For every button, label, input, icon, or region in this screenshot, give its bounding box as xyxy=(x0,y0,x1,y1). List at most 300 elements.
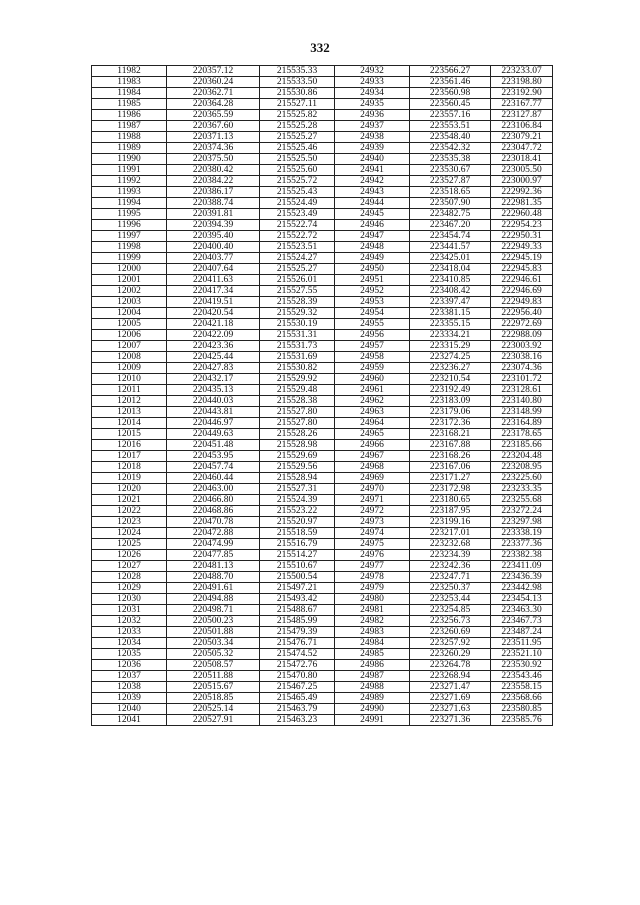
table-row xyxy=(92,495,553,506)
coord-x-a-cell: 220386.17 xyxy=(167,187,260,198)
coord-x-a-cell: 220515.67 xyxy=(167,682,260,693)
coord-x-a-cell: 220518.85 xyxy=(167,693,260,704)
coord-x-b-cell: 223257.92 xyxy=(410,638,491,649)
point-id-a-cell: 11992 xyxy=(92,176,167,187)
table-row xyxy=(92,528,553,539)
coord-x-a-cell: 220508.57 xyxy=(167,660,260,671)
coord-x-a-cell: 220375.50 xyxy=(167,154,260,165)
coord-y-b-cell: 223454.13 xyxy=(491,594,553,605)
table-row xyxy=(92,506,553,517)
table-row xyxy=(92,572,553,583)
coord-y-a-cell: 215531.69 xyxy=(260,352,335,363)
coord-x-a-cell: 220400.40 xyxy=(167,242,260,253)
point-id-b-cell: 24959 xyxy=(335,363,410,374)
coord-y-b-cell: 223463.30 xyxy=(491,605,553,616)
point-id-a-cell: 12023 xyxy=(92,517,167,528)
table-row xyxy=(92,484,553,495)
table-row xyxy=(92,187,553,198)
table-row xyxy=(92,176,553,187)
table-row xyxy=(92,407,553,418)
coord-x-a-cell: 220505.32 xyxy=(167,649,260,660)
point-id-b-cell: 24943 xyxy=(335,187,410,198)
coord-y-b-cell: 223079.21 xyxy=(491,132,553,143)
coord-y-b-cell: 223198.80 xyxy=(491,77,553,88)
table-row xyxy=(92,88,553,99)
table-row xyxy=(92,660,553,671)
coord-y-b-cell: 223543.46 xyxy=(491,671,553,682)
coord-y-b-cell: 222988.09 xyxy=(491,330,553,341)
point-id-b-cell: 24966 xyxy=(335,440,410,451)
coord-y-a-cell: 215525.27 xyxy=(260,264,335,275)
coord-y-b-cell: 222981.35 xyxy=(491,198,553,209)
point-id-a-cell: 11985 xyxy=(92,99,167,110)
coord-y-a-cell: 215527.55 xyxy=(260,286,335,297)
coord-x-b-cell: 223187.95 xyxy=(410,506,491,517)
table-row xyxy=(92,341,553,352)
table-row xyxy=(92,583,553,594)
point-id-b-cell: 24952 xyxy=(335,286,410,297)
coord-y-b-cell: 223038.16 xyxy=(491,352,553,363)
table-row xyxy=(92,132,553,143)
coord-x-a-cell: 220451.48 xyxy=(167,440,260,451)
point-id-b-cell: 24962 xyxy=(335,396,410,407)
coord-x-a-cell: 220481.13 xyxy=(167,561,260,572)
coord-x-b-cell: 223530.67 xyxy=(410,165,491,176)
coord-x-b-cell: 223271.69 xyxy=(410,693,491,704)
point-id-a-cell: 12007 xyxy=(92,341,167,352)
coord-y-b-cell: 222946.61 xyxy=(491,275,553,286)
point-id-a-cell: 11991 xyxy=(92,165,167,176)
point-id-a-cell: 12012 xyxy=(92,396,167,407)
coord-x-b-cell: 223441.57 xyxy=(410,242,491,253)
point-id-a-cell: 12037 xyxy=(92,671,167,682)
table-row xyxy=(92,451,553,462)
point-id-a-cell: 12016 xyxy=(92,440,167,451)
coord-y-b-cell: 223101.72 xyxy=(491,374,553,385)
table-row xyxy=(92,264,553,275)
coord-y-b-cell: 223521.10 xyxy=(491,649,553,660)
coord-y-b-cell: 223558.15 xyxy=(491,682,553,693)
point-id-b-cell: 24947 xyxy=(335,231,410,242)
coord-x-b-cell: 223355.15 xyxy=(410,319,491,330)
coord-x-a-cell: 220466.80 xyxy=(167,495,260,506)
table-row xyxy=(92,143,553,154)
coord-y-a-cell: 215493.42 xyxy=(260,594,335,605)
coord-x-b-cell: 223518.65 xyxy=(410,187,491,198)
coord-x-b-cell: 223179.06 xyxy=(410,407,491,418)
coord-x-a-cell: 220446.97 xyxy=(167,418,260,429)
coord-x-b-cell: 223242.36 xyxy=(410,561,491,572)
point-id-b-cell: 24932 xyxy=(335,66,410,77)
coord-x-b-cell: 223397.47 xyxy=(410,297,491,308)
point-id-b-cell: 24990 xyxy=(335,704,410,715)
coord-y-b-cell: 223411.09 xyxy=(491,561,553,572)
coord-x-a-cell: 220525.14 xyxy=(167,704,260,715)
coord-y-a-cell: 215528.94 xyxy=(260,473,335,484)
point-id-b-cell: 24970 xyxy=(335,484,410,495)
point-id-b-cell: 24938 xyxy=(335,132,410,143)
point-id-b-cell: 24949 xyxy=(335,253,410,264)
point-id-a-cell: 12006 xyxy=(92,330,167,341)
point-id-a-cell: 12011 xyxy=(92,385,167,396)
coord-x-a-cell: 220420.54 xyxy=(167,308,260,319)
coord-x-b-cell: 223425.01 xyxy=(410,253,491,264)
coord-y-a-cell: 215525.72 xyxy=(260,176,335,187)
coord-y-a-cell: 215474.52 xyxy=(260,649,335,660)
coord-x-b-cell: 223507.90 xyxy=(410,198,491,209)
coord-x-b-cell: 223256.73 xyxy=(410,616,491,627)
point-id-b-cell: 24935 xyxy=(335,99,410,110)
coord-x-a-cell: 220503.34 xyxy=(167,638,260,649)
coord-x-b-cell: 223264.78 xyxy=(410,660,491,671)
point-id-b-cell: 24982 xyxy=(335,616,410,627)
coord-y-a-cell: 215522.74 xyxy=(260,220,335,231)
coord-y-b-cell: 222954.23 xyxy=(491,220,553,231)
coord-x-a-cell: 220364.28 xyxy=(167,99,260,110)
table-row xyxy=(92,319,553,330)
table-row xyxy=(92,704,553,715)
coord-y-b-cell: 223530.92 xyxy=(491,660,553,671)
point-id-a-cell: 12034 xyxy=(92,638,167,649)
point-id-b-cell: 24937 xyxy=(335,121,410,132)
coord-y-b-cell: 223127.87 xyxy=(491,110,553,121)
coord-y-a-cell: 215529.92 xyxy=(260,374,335,385)
coord-y-a-cell: 215476.71 xyxy=(260,638,335,649)
coord-y-a-cell: 215525.60 xyxy=(260,165,335,176)
point-id-b-cell: 24953 xyxy=(335,297,410,308)
coord-x-b-cell: 223561.46 xyxy=(410,77,491,88)
point-id-a-cell: 12008 xyxy=(92,352,167,363)
coord-y-a-cell: 215531.31 xyxy=(260,330,335,341)
coord-x-a-cell: 220435.13 xyxy=(167,385,260,396)
point-id-a-cell: 11995 xyxy=(92,209,167,220)
coord-x-a-cell: 220470.78 xyxy=(167,517,260,528)
coord-x-a-cell: 220384.22 xyxy=(167,176,260,187)
table-row xyxy=(92,308,553,319)
table-row xyxy=(92,385,553,396)
table-row xyxy=(92,121,553,132)
coord-x-a-cell: 220362.71 xyxy=(167,88,260,99)
point-id-a-cell: 12009 xyxy=(92,363,167,374)
coord-y-a-cell: 215465.49 xyxy=(260,693,335,704)
coord-x-b-cell: 223566.27 xyxy=(410,66,491,77)
coord-y-a-cell: 215525.82 xyxy=(260,110,335,121)
coord-y-a-cell: 215463.79 xyxy=(260,704,335,715)
point-id-a-cell: 12040 xyxy=(92,704,167,715)
table-row xyxy=(92,715,553,726)
coord-y-a-cell: 215467.25 xyxy=(260,682,335,693)
coord-y-b-cell: 223178.65 xyxy=(491,429,553,440)
point-id-b-cell: 24976 xyxy=(335,550,410,561)
point-id-b-cell: 24957 xyxy=(335,341,410,352)
coord-x-b-cell: 223268.94 xyxy=(410,671,491,682)
point-id-a-cell: 12030 xyxy=(92,594,167,605)
coord-x-b-cell: 223560.98 xyxy=(410,88,491,99)
coord-x-b-cell: 223217.01 xyxy=(410,528,491,539)
point-id-b-cell: 24974 xyxy=(335,528,410,539)
table-row xyxy=(92,297,553,308)
table-row xyxy=(92,517,553,528)
coord-x-b-cell: 223542.32 xyxy=(410,143,491,154)
point-id-b-cell: 24985 xyxy=(335,649,410,660)
coord-y-a-cell: 215525.28 xyxy=(260,121,335,132)
coord-y-a-cell: 215522.72 xyxy=(260,231,335,242)
coord-x-a-cell: 220449.63 xyxy=(167,429,260,440)
table-row xyxy=(92,649,553,660)
point-id-b-cell: 24980 xyxy=(335,594,410,605)
point-id-b-cell: 24942 xyxy=(335,176,410,187)
point-id-a-cell: 12022 xyxy=(92,506,167,517)
table-row xyxy=(92,220,553,231)
point-id-a-cell: 12014 xyxy=(92,418,167,429)
table-row xyxy=(92,374,553,385)
point-id-b-cell: 24963 xyxy=(335,407,410,418)
point-id-b-cell: 24981 xyxy=(335,605,410,616)
coord-y-b-cell: 223204.48 xyxy=(491,451,553,462)
table-row xyxy=(92,396,553,407)
point-id-a-cell: 12029 xyxy=(92,583,167,594)
table-row xyxy=(92,330,553,341)
coord-x-b-cell: 223557.16 xyxy=(410,110,491,121)
coord-x-a-cell: 220417.34 xyxy=(167,286,260,297)
point-id-a-cell: 12021 xyxy=(92,495,167,506)
coord-y-b-cell: 223585.76 xyxy=(491,715,553,726)
table-row xyxy=(92,66,553,77)
coord-x-a-cell: 220422.09 xyxy=(167,330,260,341)
coord-y-a-cell: 215516.79 xyxy=(260,539,335,550)
point-id-a-cell: 11986 xyxy=(92,110,167,121)
coord-y-b-cell: 223511.95 xyxy=(491,638,553,649)
coord-y-a-cell: 215527.11 xyxy=(260,99,335,110)
coord-y-b-cell: 223148.99 xyxy=(491,407,553,418)
coord-y-b-cell: 222949.83 xyxy=(491,297,553,308)
table-row xyxy=(92,627,553,638)
coord-y-a-cell: 215528.39 xyxy=(260,297,335,308)
table-row xyxy=(92,363,553,374)
coord-x-a-cell: 220457.74 xyxy=(167,462,260,473)
point-id-a-cell: 11990 xyxy=(92,154,167,165)
coord-x-a-cell: 220357.12 xyxy=(167,66,260,77)
coord-x-a-cell: 220500.23 xyxy=(167,616,260,627)
table-row xyxy=(92,616,553,627)
coord-y-b-cell: 223106.84 xyxy=(491,121,553,132)
coord-y-b-cell: 223018.41 xyxy=(491,154,553,165)
page-number: 332 xyxy=(310,40,330,55)
point-id-a-cell: 12033 xyxy=(92,627,167,638)
point-id-a-cell: 11982 xyxy=(92,66,167,77)
coord-y-b-cell: 222945.83 xyxy=(491,264,553,275)
coord-x-b-cell: 223171.27 xyxy=(410,473,491,484)
point-id-b-cell: 24987 xyxy=(335,671,410,682)
coord-x-b-cell: 223234.39 xyxy=(410,550,491,561)
point-id-b-cell: 24939 xyxy=(335,143,410,154)
coord-y-a-cell: 215523.51 xyxy=(260,242,335,253)
coordinate-table xyxy=(91,65,553,726)
point-id-b-cell: 24936 xyxy=(335,110,410,121)
coord-x-a-cell: 220463.00 xyxy=(167,484,260,495)
coord-y-a-cell: 215529.56 xyxy=(260,462,335,473)
coord-y-a-cell: 215533.50 xyxy=(260,77,335,88)
coord-x-a-cell: 220365.59 xyxy=(167,110,260,121)
coord-x-b-cell: 223236.27 xyxy=(410,363,491,374)
point-id-a-cell: 11996 xyxy=(92,220,167,231)
table-row xyxy=(92,209,553,220)
point-id-a-cell: 11987 xyxy=(92,121,167,132)
point-id-b-cell: 24950 xyxy=(335,264,410,275)
coord-y-b-cell: 223377.36 xyxy=(491,539,553,550)
coord-x-a-cell: 220367.60 xyxy=(167,121,260,132)
coord-x-b-cell: 223271.36 xyxy=(410,715,491,726)
table-row xyxy=(92,418,553,429)
coord-y-b-cell: 223338.19 xyxy=(491,528,553,539)
point-id-b-cell: 24972 xyxy=(335,506,410,517)
point-id-b-cell: 24986 xyxy=(335,660,410,671)
coord-y-a-cell: 215525.27 xyxy=(260,132,335,143)
coord-y-b-cell: 223208.95 xyxy=(491,462,553,473)
coord-y-a-cell: 215514.27 xyxy=(260,550,335,561)
coord-x-a-cell: 220491.61 xyxy=(167,583,260,594)
point-id-b-cell: 24979 xyxy=(335,583,410,594)
coord-x-a-cell: 220443.81 xyxy=(167,407,260,418)
coord-y-b-cell: 222960.48 xyxy=(491,209,553,220)
table-row xyxy=(92,110,553,121)
coord-x-a-cell: 220432.17 xyxy=(167,374,260,385)
table-row xyxy=(92,693,553,704)
coord-x-b-cell: 223527.87 xyxy=(410,176,491,187)
table-row xyxy=(92,638,553,649)
point-id-a-cell: 11988 xyxy=(92,132,167,143)
coord-y-a-cell: 215523.49 xyxy=(260,209,335,220)
table-row xyxy=(92,352,553,363)
point-id-b-cell: 24948 xyxy=(335,242,410,253)
coord-y-a-cell: 215472.76 xyxy=(260,660,335,671)
point-id-a-cell: 12035 xyxy=(92,649,167,660)
coord-y-b-cell: 223580.85 xyxy=(491,704,553,715)
coord-x-a-cell: 220527.91 xyxy=(167,715,260,726)
point-id-a-cell: 12039 xyxy=(92,693,167,704)
coord-y-b-cell: 223255.68 xyxy=(491,495,553,506)
coord-y-b-cell: 223487.24 xyxy=(491,627,553,638)
coord-y-a-cell: 215530.86 xyxy=(260,88,335,99)
coord-y-b-cell: 223568.66 xyxy=(491,693,553,704)
point-id-a-cell: 11994 xyxy=(92,198,167,209)
coord-x-a-cell: 220421.18 xyxy=(167,319,260,330)
coord-x-b-cell: 223315.29 xyxy=(410,341,491,352)
coord-y-b-cell: 223272.24 xyxy=(491,506,553,517)
coord-y-b-cell: 223442.98 xyxy=(491,583,553,594)
coord-x-a-cell: 220395.40 xyxy=(167,231,260,242)
coord-y-a-cell: 215530.82 xyxy=(260,363,335,374)
table-row xyxy=(92,594,553,605)
point-id-a-cell: 11984 xyxy=(92,88,167,99)
coord-y-b-cell: 223003.92 xyxy=(491,341,553,352)
coord-y-a-cell: 215500.54 xyxy=(260,572,335,583)
coord-y-b-cell: 223233.35 xyxy=(491,484,553,495)
coord-x-a-cell: 220427.83 xyxy=(167,363,260,374)
point-id-b-cell: 24951 xyxy=(335,275,410,286)
coord-x-a-cell: 220477.85 xyxy=(167,550,260,561)
coord-x-b-cell: 223408.42 xyxy=(410,286,491,297)
coord-x-b-cell: 223260.29 xyxy=(410,649,491,660)
coord-y-b-cell: 223185.66 xyxy=(491,440,553,451)
coord-x-b-cell: 223482.75 xyxy=(410,209,491,220)
point-id-b-cell: 24958 xyxy=(335,352,410,363)
coordinate-table-body xyxy=(92,66,553,726)
table-row xyxy=(92,242,553,253)
coord-x-a-cell: 220403.77 xyxy=(167,253,260,264)
coord-x-a-cell: 220460.44 xyxy=(167,473,260,484)
coord-y-b-cell: 222946.69 xyxy=(491,286,553,297)
point-id-b-cell: 24977 xyxy=(335,561,410,572)
coord-x-b-cell: 223560.45 xyxy=(410,99,491,110)
coord-x-a-cell: 220488.70 xyxy=(167,572,260,583)
coord-y-b-cell: 223000.97 xyxy=(491,176,553,187)
point-id-b-cell: 24941 xyxy=(335,165,410,176)
coord-y-b-cell: 223436.39 xyxy=(491,572,553,583)
coord-x-b-cell: 223247.71 xyxy=(410,572,491,583)
coord-y-b-cell: 223233.07 xyxy=(491,66,553,77)
coord-x-a-cell: 220501.88 xyxy=(167,627,260,638)
point-id-a-cell: 12020 xyxy=(92,484,167,495)
coord-x-a-cell: 220380.42 xyxy=(167,165,260,176)
coord-x-a-cell: 220453.95 xyxy=(167,451,260,462)
coord-y-a-cell: 215479.39 xyxy=(260,627,335,638)
point-id-a-cell: 11983 xyxy=(92,77,167,88)
coord-x-b-cell: 223274.25 xyxy=(410,352,491,363)
coord-y-b-cell: 222950.31 xyxy=(491,231,553,242)
coord-x-a-cell: 220388.74 xyxy=(167,198,260,209)
point-id-b-cell: 24946 xyxy=(335,220,410,231)
coord-y-a-cell: 215529.69 xyxy=(260,451,335,462)
coord-x-b-cell: 223168.21 xyxy=(410,429,491,440)
coord-x-a-cell: 220511.88 xyxy=(167,671,260,682)
point-id-a-cell: 12032 xyxy=(92,616,167,627)
coord-y-b-cell: 223225.60 xyxy=(491,473,553,484)
coord-x-b-cell: 223418.04 xyxy=(410,264,491,275)
coord-y-a-cell: 215529.32 xyxy=(260,308,335,319)
coord-x-b-cell: 223183.09 xyxy=(410,396,491,407)
coord-x-b-cell: 223548.40 xyxy=(410,132,491,143)
coord-y-a-cell: 215525.50 xyxy=(260,154,335,165)
coord-x-b-cell: 223199.16 xyxy=(410,517,491,528)
point-id-b-cell: 24988 xyxy=(335,682,410,693)
point-id-a-cell: 12004 xyxy=(92,308,167,319)
coord-x-b-cell: 223250.37 xyxy=(410,583,491,594)
point-id-b-cell: 24954 xyxy=(335,308,410,319)
point-id-a-cell: 12000 xyxy=(92,264,167,275)
table-row xyxy=(92,198,553,209)
table-row xyxy=(92,99,553,110)
coord-y-b-cell: 223192.90 xyxy=(491,88,553,99)
point-id-b-cell: 24984 xyxy=(335,638,410,649)
coord-y-a-cell: 215527.80 xyxy=(260,418,335,429)
coord-y-b-cell: 222945.19 xyxy=(491,253,553,264)
coord-y-a-cell: 215530.19 xyxy=(260,319,335,330)
coord-y-a-cell: 215529.48 xyxy=(260,385,335,396)
coord-x-b-cell: 223553.51 xyxy=(410,121,491,132)
point-id-b-cell: 24991 xyxy=(335,715,410,726)
coord-x-b-cell: 223172.98 xyxy=(410,484,491,495)
coord-y-b-cell: 223128.61 xyxy=(491,385,553,396)
coord-y-a-cell: 215526.01 xyxy=(260,275,335,286)
point-id-a-cell: 11999 xyxy=(92,253,167,264)
point-id-b-cell: 24971 xyxy=(335,495,410,506)
coord-x-a-cell: 220474.99 xyxy=(167,539,260,550)
point-id-a-cell: 12036 xyxy=(92,660,167,671)
coord-y-a-cell: 215531.73 xyxy=(260,341,335,352)
table-row xyxy=(92,286,553,297)
coord-x-b-cell: 223167.88 xyxy=(410,440,491,451)
